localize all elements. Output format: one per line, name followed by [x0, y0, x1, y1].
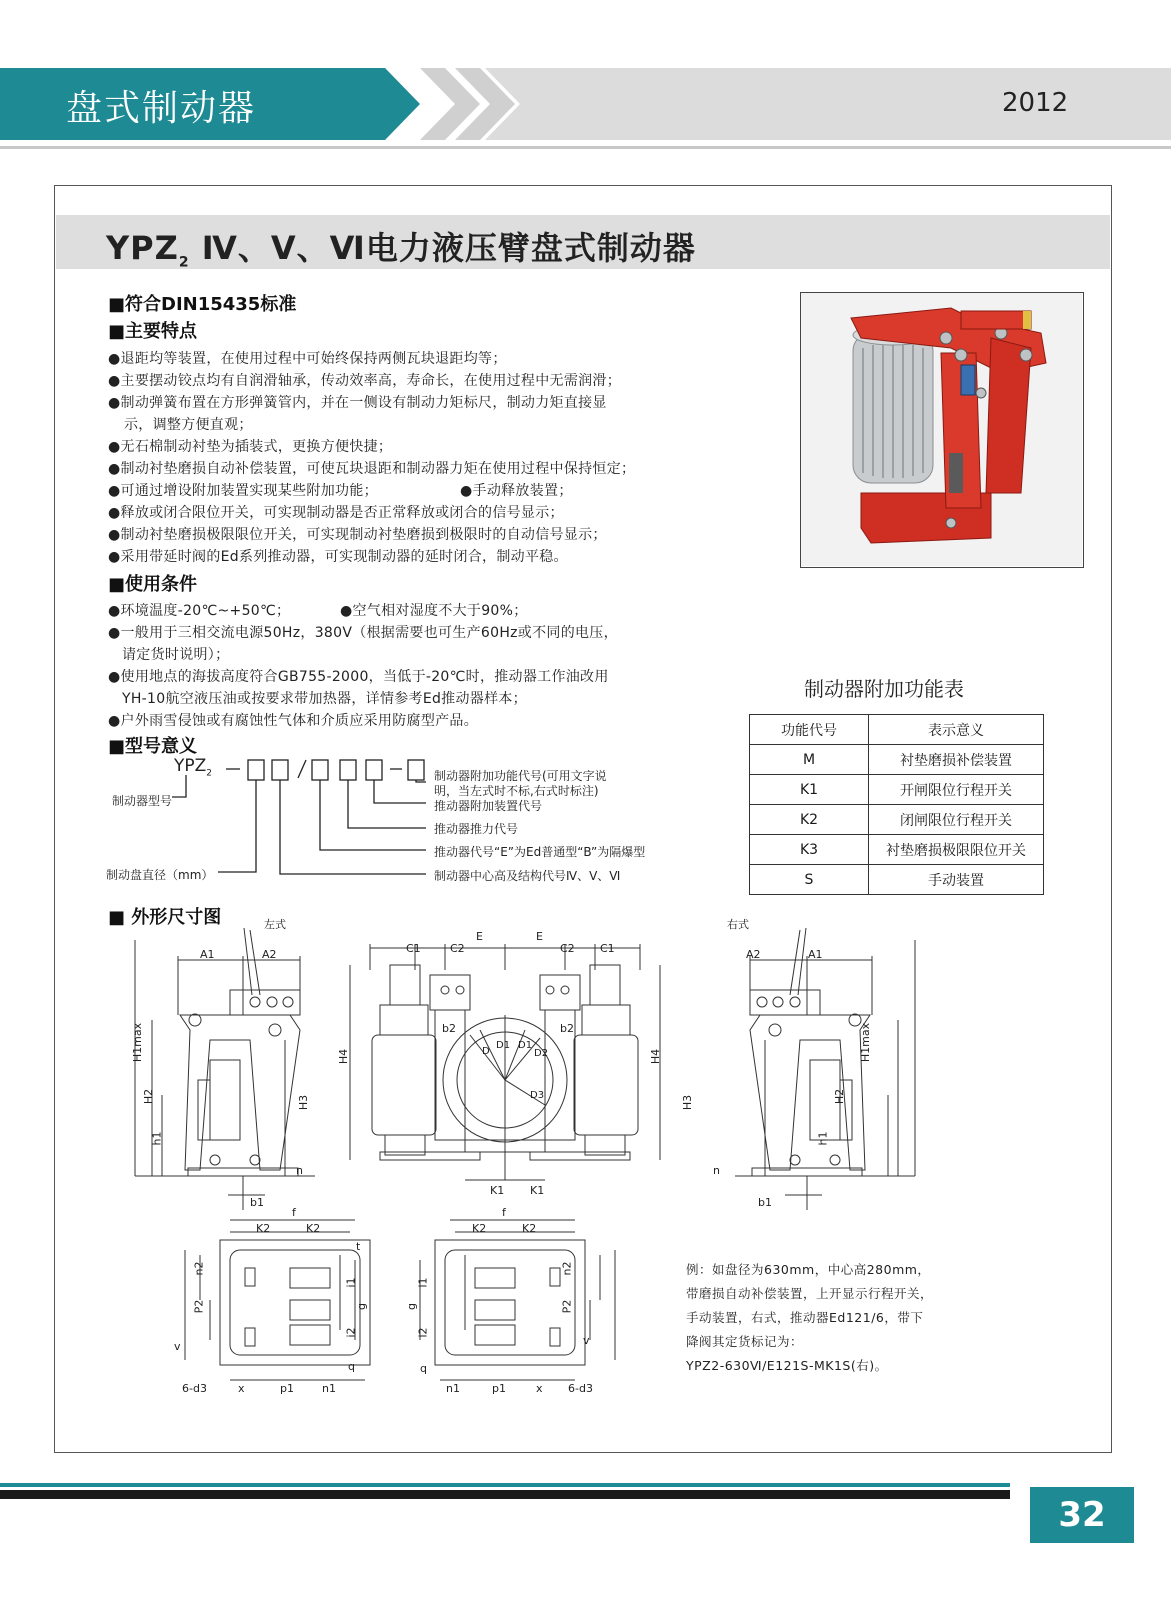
table-header-cell: 功能代号	[750, 715, 869, 745]
dim-label: i1	[416, 1277, 430, 1288]
table-header-row	[750, 715, 1044, 745]
dim-label: K1	[490, 1184, 505, 1197]
example-line: 带磨损自动补偿装置，上开显示行程开关，	[686, 1286, 934, 1301]
dimension-drawings	[100, 920, 1100, 1430]
dim-label: q	[348, 1360, 355, 1373]
condition-item: 请定货时说明）；	[122, 647, 230, 663]
model-label: 推动器推力代号	[434, 822, 519, 836]
condition-item: ●环境温度-20℃~+50℃；	[108, 603, 291, 619]
table-cell: S	[750, 865, 869, 895]
dim-label: n2	[560, 1261, 574, 1276]
table-row	[750, 805, 1044, 835]
example-line: 降阀其定货标记为：	[686, 1334, 804, 1349]
dim-label: H3	[681, 1094, 695, 1111]
dim-label: b2	[442, 1022, 456, 1035]
model-label: 制动器中心高及结构代号Ⅳ、Ⅴ、Ⅵ	[434, 869, 621, 883]
dim-label: b2	[560, 1022, 574, 1035]
dim-label: H4	[649, 1048, 663, 1065]
brake-illustration	[801, 293, 1082, 566]
feature-item: ●采用带延时阀的Ed系列推动器，可实现制动器的延时闭合，制动平稳。	[108, 549, 568, 565]
table-cell: 开闸限位行程开关	[869, 775, 1044, 805]
dim-label: H2	[142, 1088, 156, 1105]
dim-label: H3	[297, 1094, 311, 1111]
dim-label: b1	[250, 1196, 264, 1209]
dim-label: x	[238, 1382, 245, 1395]
dim-label: g	[404, 1303, 418, 1310]
dim-label: K1	[530, 1184, 545, 1197]
table-row	[750, 865, 1044, 895]
dim-label: H2	[833, 1088, 847, 1105]
conditions-heading: ■使用条件	[108, 574, 198, 595]
dim-label: i2	[344, 1327, 358, 1338]
model-label: 制动器附加功能代号(可用文字说	[434, 769, 607, 783]
dim-label: D2	[534, 1048, 549, 1059]
feature-item: ●可通过增设附加装置实现某些附加功能；	[108, 483, 378, 499]
header-title: 盘式制动器	[66, 88, 257, 129]
dim-label: f	[292, 1206, 296, 1219]
feature-item: ●制动衬垫磨损自动补偿装置，可使瓦块退距和制动器力矩在使用过程中保持恒定；	[108, 461, 636, 477]
dim-label: K2	[306, 1222, 321, 1235]
dim-label: D	[482, 1046, 490, 1057]
table-cell: 手动装置	[869, 865, 1044, 895]
example-line: YPZ2-630Ⅵ/E121S-MK1S(右)。	[686, 1358, 888, 1373]
main-title: $YPZ_2$ Ⅳ、Ⅴ、Ⅵ电力液压臂盘式制动器	[106, 229, 696, 271]
feature-item: ●退距均等装置，在使用过程中可始终保持两侧瓦块退距均等；	[108, 351, 507, 367]
dim-label: A1	[200, 948, 215, 961]
feature-item: ●无石棉制动衬垫为插装式，更换方便快捷；	[108, 439, 393, 455]
dim-label: K2	[522, 1222, 537, 1235]
dim-label: 6-d3	[568, 1382, 593, 1395]
example-line: 手动装置，右式，推动器Ed121/6，带下	[686, 1310, 924, 1325]
dim-label: K2	[256, 1222, 271, 1235]
condition-item: ●空气相对湿度不大于90%；	[340, 603, 528, 619]
condition-item: YH-10航空液压油或按要求带加热器，详情参考Ed推动器样本；	[122, 691, 527, 707]
dim-label: C1	[406, 942, 421, 955]
table-cell: 衬垫磨损极限限位开关	[869, 835, 1044, 865]
feature-item: ●手动释放装置；	[460, 483, 573, 499]
disc-diameter-label: 制动盘直径（mm）	[106, 868, 214, 882]
dim-label: C2	[450, 942, 465, 955]
dim-label: C1	[600, 942, 615, 955]
dim-label: h1	[150, 1131, 164, 1146]
dim-label: b1	[758, 1196, 772, 1209]
dim-label: n2	[192, 1261, 206, 1276]
dim-label: D3	[530, 1090, 545, 1101]
dim-label: D1	[518, 1040, 533, 1051]
dimensions-heading: ■ 外形尺寸图	[108, 907, 222, 928]
model-label: 明，当左式时不标,右式时标注)	[434, 784, 599, 798]
condition-item: ●使用地点的海拔高度符合GB755-2000，当低于-20℃时，推动器工作油改用	[108, 669, 609, 685]
dim-label: t	[356, 1240, 361, 1253]
dim-label: x	[536, 1382, 543, 1395]
dim-label: H4	[337, 1048, 351, 1065]
product-photo	[800, 292, 1084, 568]
footer-teal-bar	[0, 1483, 1010, 1487]
table-cell: K1	[750, 775, 869, 805]
dim-label: h1	[816, 1131, 830, 1146]
dim-label: p1	[280, 1382, 294, 1395]
dim-label: g	[354, 1303, 368, 1310]
dim-label: n1	[322, 1382, 336, 1395]
dim-label: C2	[560, 942, 575, 955]
table-row	[750, 745, 1044, 775]
model-code: $YPZ_2$	[174, 756, 213, 779]
condition-item: ●一般用于三相交流电源50Hz，380V（根据需要也可生产60Hz或不同的电压，	[108, 625, 618, 641]
dim-label: v	[174, 1340, 181, 1353]
dim-label: K2	[472, 1222, 487, 1235]
dim-label: D1	[496, 1040, 511, 1051]
dim-label: A2	[746, 948, 761, 961]
footer-black-bar	[0, 1490, 1010, 1499]
table-cell: 衬垫磨损补偿装置	[869, 745, 1044, 775]
function-table	[749, 714, 1044, 895]
model-label: 推动器代号“E”为Ed普通型“B”为隔爆型	[434, 845, 646, 859]
dim-label: P2	[560, 1299, 574, 1314]
dim-label: i1	[344, 1277, 358, 1288]
model-heading: ■型号意义	[108, 736, 198, 757]
table-cell: K3	[750, 835, 869, 865]
table-row	[750, 835, 1044, 865]
dim-label: E	[536, 930, 543, 943]
dim-label: n1	[446, 1382, 460, 1395]
example-line: 例：如盘径为630mm，中心高280mm，	[686, 1262, 931, 1277]
dim-label: P2	[192, 1299, 206, 1314]
brake-model-label: 制动器型号	[112, 794, 173, 808]
standard-heading: ■符合DIN15435标准	[108, 294, 297, 315]
features-heading: ■主要特点	[108, 321, 198, 342]
dim-label: n	[296, 1164, 303, 1177]
condition-item: ●户外雨雪侵蚀或有腐蚀性气体和介质应采用防腐型产品。	[108, 713, 479, 729]
dim-label: f	[502, 1206, 506, 1219]
function-table-title: 制动器附加功能表	[804, 677, 964, 701]
table-row	[750, 775, 1044, 805]
feature-item: ●主要摆动铰点均有自润滑轴承，传动效率高，寿命长，在使用过程中无需润滑；	[108, 373, 622, 389]
dim-label: A2	[262, 948, 277, 961]
page-number: 32	[1030, 1487, 1134, 1543]
model-label: 推动器附加装置代号	[434, 799, 543, 813]
dim-label: E	[476, 930, 483, 943]
table-cell: M	[750, 745, 869, 775]
table-header-cell: 表示意义	[869, 715, 1044, 745]
feature-item: ●制动弹簧布置在方形弹簧管内，并在一侧设有制动力矩标尺，制动力矩直接显	[108, 395, 607, 411]
dim-label: 6-d3	[182, 1382, 207, 1395]
dim-label: i2	[416, 1327, 430, 1338]
left-style-label: 左式	[264, 918, 286, 931]
table-cell: 闭闸限位行程开关	[869, 805, 1044, 835]
dim-label: q	[420, 1362, 427, 1375]
table-cell: K2	[750, 805, 869, 835]
feature-item: ●释放或闭合限位开关，可实现制动器是否正常释放或闭合的信号显示；	[108, 505, 564, 521]
feature-item: ●制动衬垫磨损极限限位开关，可实现制动衬垫磨损到极限时的自动信号显示；	[108, 527, 607, 543]
dim-label: A1	[808, 948, 823, 961]
header-year: 2012	[1002, 88, 1069, 118]
dim-label: v	[583, 1334, 590, 1347]
dim-label: H1max	[859, 1022, 873, 1063]
dim-label: p1	[492, 1382, 506, 1395]
header-rule	[0, 146, 1171, 149]
right-style-label: 右式	[727, 918, 749, 931]
feature-item: 示，调整方便直观；	[124, 417, 253, 433]
dim-label: H1max	[131, 1022, 145, 1063]
dim-label: n	[713, 1164, 720, 1177]
